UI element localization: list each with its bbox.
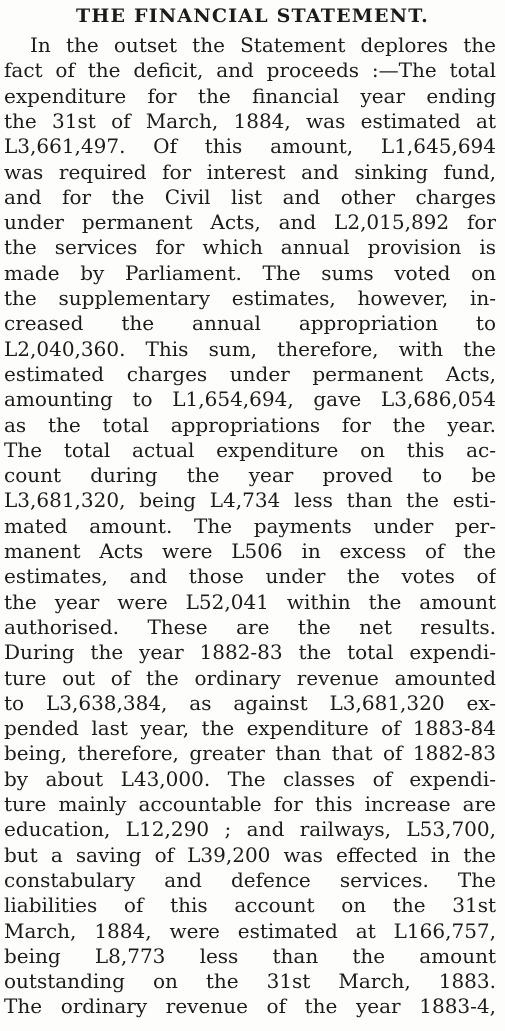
article-line: estimated charges under permanent Acts, <box>4 361 496 386</box>
article-line: and for the Civil list and other charges <box>4 184 496 209</box>
article-line: manent Acts were L506 in excess of the <box>4 539 496 563</box>
article-line: expenditure for the financial year ending <box>4 83 496 108</box>
article-line: constabulary and defence services. The <box>4 867 496 892</box>
article-line: creased the annual appropriation to <box>4 311 496 336</box>
article-line: estimates, and those under the votes of <box>4 564 496 589</box>
article-line: the 31st of March, 1884, was estimated at <box>4 108 496 133</box>
article-line: fact of the deficit, and proceeds :—The total <box>4 58 496 83</box>
article-line: During the year 1882-83 the total expendi- <box>4 640 496 665</box>
article-title: THE FINANCIAL STATEMENT. <box>76 5 429 27</box>
article-line: The total actual expenditure on this ac- <box>4 437 496 462</box>
article-line: the year were L52,041 within the amount <box>4 589 496 614</box>
article-line: being, therefore, greater than that of 1882-83 <box>4 741 496 766</box>
article-line: education, L12,290 ; and railways, L53,700, <box>4 817 496 842</box>
article-line: as the total appropriations for the year. <box>4 412 496 437</box>
article-line: was required for interest and sinking fund, <box>4 159 496 184</box>
article-line: to L3,638,384, as against L3,681,320 ex- <box>4 690 496 715</box>
article-line: L3,681,320, being L4,734 less than the esti- <box>4 488 496 513</box>
article-line: outstanding on the 31st March, 1883. <box>4 969 496 994</box>
article-line: made by Parliament. The sums voted on <box>4 260 496 285</box>
article-line: count during the year proved to be <box>4 463 496 488</box>
article-line: ture mainly accountable for this increase are <box>4 792 496 816</box>
article-line: under permanent Acts, and L2,015,892 for <box>4 210 496 235</box>
article-line: liabilities of this account on the 31st <box>4 893 496 918</box>
article-line: L3,661,497. Of this amount, L1,645,694 <box>4 134 496 159</box>
article-line: the services for which annual provision is <box>4 235 496 260</box>
article-line: by about L43,000. The classes of expendi- <box>4 766 496 791</box>
article-line: ture out of the ordinary revenue amounted <box>4 665 496 690</box>
article-line: being L8,773 less than the amount <box>4 943 496 968</box>
article-line: authorised. These are the net results. <box>4 614 496 639</box>
article-line: pended last year, the expenditure of 1883-84 <box>4 716 496 741</box>
article-line: the supplementary estimates, however, in- <box>4 286 496 310</box>
article-line: amounting to L1,654,694, gave L3,686,054 <box>4 387 496 412</box>
article-line: The ordinary revenue of the year 1883-4, <box>4 994 496 1019</box>
article-line: but a saving of L39,200 was effected in the <box>4 842 496 867</box>
article-line: L2,040,360. This sum, therefore, with the <box>4 336 496 361</box>
article-line: March, 1884, were estimated at L166,757, <box>4 918 496 943</box>
article-line: mated amount. The payments under per- <box>4 513 496 538</box>
article-line: In the outset the Statement deplores the <box>30 33 496 57</box>
